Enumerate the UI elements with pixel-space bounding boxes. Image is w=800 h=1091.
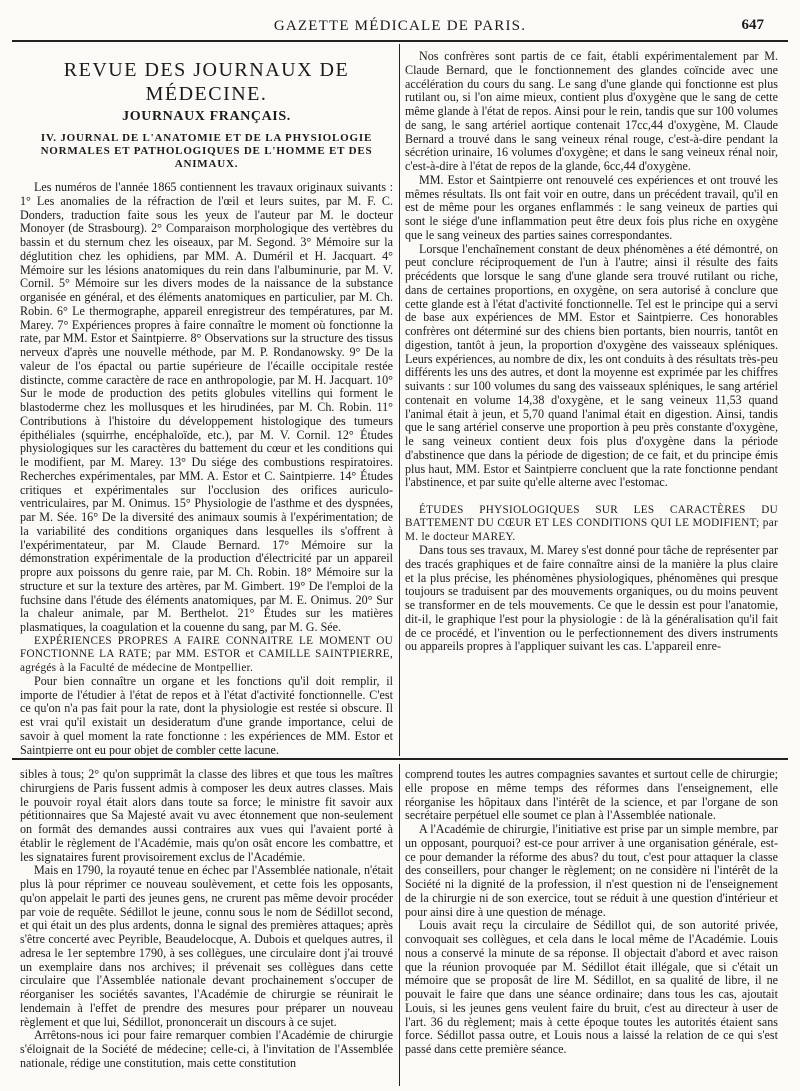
section-heading: IV. JOURNAL DE L'ANATOMIE ET DE LA PHYSIOLOGIE NORMALES ET PATHOLOGIQUES DE L'HOMME ET DES ANIMAUX. bbox=[40, 132, 373, 170]
article-paragraph: Pour bien connaître un organe et les fonctions qu'il doit remplir, il importe de l'étudier à l'état de repos et à l'état d'activité fonctionnelle. C'est ce qu'on n'a pas fait pour la rate, dont la physiologie est restée si obscure. Il est vrai qu'il existait un desideratum d'une grande importance, celui de savoir à quel moment la rate fonctionne : les expériences de MM. Estor et Saintpierre ont eu pour objet de combler cette lacune. bbox=[20, 673, 393, 756]
page-number: 647 bbox=[741, 17, 764, 33]
article-paragraph: MM. Estor et Saintpierre ont renouvelé ces expériences et ont trouvé les mêmes résultats. Ils ont fait voir en outre, dans un précédent travail, qu'il en est de même pour les organes enflammés : le sang veineux de parties qui sont le siége d'une inflammation peut être deux fois plus riche en oxygène que le sang veineux des parties saines correspondantes. bbox=[405, 172, 778, 242]
journal-title: GAZETTE MÉDICALE DE PARIS. bbox=[273, 18, 527, 34]
column-divider-top bbox=[399, 44, 400, 756]
article-paragraph: Nos confrères sont partis de ce fait, établi expérimentalement par M. Claude Bernard, que le fonctionnement des glandes coïncide avec une accélération du cours du sang. Le sang d'une glande qui fonctionne est plus rutilant ou, si l'on aime mieux, contient plus d'oxygène que le sang de cette même glande à l'état de repos. Ainsi pour le rein, tandis que sur 100 volumes de sang, le sang artériel aortique contenait 17cc,44 d'oxygène, M. Claude Bernard a trouvé dans le sang veineux rénal rouge, c'est-à-dire pendant la sécrétion urinaire, 16 volumes d'oxygène; et dans le sang veineux rénal noir, c'est-à-dire à l'état de repos de la glande, 6cc,44 d'oxygène. bbox=[405, 50, 778, 173]
feuilleton-rule bbox=[12, 758, 788, 760]
feuilleton-right-column bbox=[405, 768, 778, 1086]
column-divider-bottom bbox=[399, 764, 400, 1086]
feuilleton-paragraph: Louis avait reçu la circulaire de Sédillot qui, de son autorité privée, convoquait ses collègues, et cela dans le local même de l'Académie. Louis nous a conservé la minute de sa réponse. Il objectait d'abord et avec raison que la réunion provoquée par M. Sédillot était illégale, que si c'était un mémoire que se proposât de lire M. Sédillot, en sa qualité de libre, il ne pouvait le faire que dans une séance ordinaire; dans tous les cas, ajoutait Louis, si les jeunes gens veulent faire du bruit, c'est au directeur à user de l'art. 36 du règlement; mais à cette époque toutes les autorités étaient sans force. Sédillot passa outre, et Louis nous a laissé la relation de ce qui s'est passé dans cette première séance. bbox=[405, 918, 778, 1056]
article-paragraph: Dans tous ses travaux, M. Marey s'est donné pour tâche de représenter par des tracés graphiques et de faire connaître ainsi de la manière la plus claire et la plus précise, les phénomènes physiologiques, phénomènes qui presque toujours se traduisent par des mouvements organiques, ou du moins peuvent se transformer en de tels mouvements. Ce que le dessin est pour l'anatomie, dit-il, le graphique l'est pour la physiologie : de là la généralisation qu'il fait de ce procédé, et l'invention ou le perfectionnement des divers instruments ou appareils propres à l'appliquer suivant les cas. L'appareil enre- bbox=[405, 543, 778, 654]
article-heading-marey: ÉTUDES PHYSIOLOGIQUES SUR LES CARACTÈRES DU BATTEMENT DU CŒUR ET LES CONDITIONS QUI LE MODIFIENT; par M. le docteur MAREY. bbox=[405, 504, 778, 543]
feuilleton-paragraph: Mais en 1790, la royauté tenue en échec par l'Assemblée nationale, n'était plus là pour réprimer ce nouveau soulèvement, et cette fois les opposants, qu'on appelait le parti des jeunes gens, ne crurent pas même devoir procéder par voie de requête. Sédillot le jeune, connu sous le nom de Sédillot second, et qui était un des plus ardents, donna le signal des premières attaques; après s'être concerté avec Peyrible, Beaudelocque, A. Dubois et quelques autres, il adresa le 1er septembre 1790, à ses collègues, une circulaire dont j'ai trouvé un exemplaire dans nos archives; il prévenait ses collègues dans cette circulaire que l'Assemblée nationale devant prochainement s'occuper de réorganiser les sociétés savantes, l'Académie de chirurgie se réunirait le lendemain à l'effet de prendre des mesures pour préparer un nouveau règlement et que lui, Sédillot, prononcerait un discours à ce sujet. bbox=[20, 863, 393, 1029]
article-heading-rate: EXPÉRIENCES PROPRES A FAIRE CONNAITRE LE MOMENT OU FONCTIONNE LA RATE; par MM. ESTOR et CAMILLE SAINTPIERRE, agrégés à la Faculté de médecine de Montpellier. bbox=[20, 634, 393, 674]
feuilleton-paragraph: Arrêtons-nous ici pour faire remarquer combien l'Académie de chirurgie s'éloignait de la Société de médecine; celle-ci, à l'invitation de l'Assemblée nationale, rédige une constitution, mais cette constitution bbox=[20, 1028, 393, 1070]
review-title: REVUE DES JOURNAUX DE MÉDECINE. bbox=[63, 59, 350, 105]
feuilleton-left-column bbox=[20, 768, 393, 1086]
running-head bbox=[12, 16, 788, 38]
upper-left-column bbox=[20, 56, 393, 756]
review-subtitle: JOURNAUX FRANÇAIS. bbox=[122, 109, 291, 124]
feuilleton-paragraph: comprend toutes les autres compagnies savantes et surtout celle de chirurgie; elle propose en même temps des réformes dans l'enseignement, elle réorganise les hôpitaux dans l'intérêt de la science, et par l'organe de son secrétaire perpétuel elle soumet ce plan à l'Assemblée nationale. bbox=[405, 768, 778, 823]
feuilleton-paragraph: A l'Académie de chirurgie, l'initiative est prise par un simple membre, par un opposant, pourquoi? est-ce pour arriver à une organisation générale, est-ce pour demander la réforme des abus? du tout, c'est pour attaquer la classe des conseillers, pour changer le règlement; on ne considère ni l'intérêt de la Société ni la dignité de la profession, il n'est question ni de l'enseignement de la chirurgie ni de son exercice, tout se réduit à une question d'intérieur et pour ainsi dire à une question de ménage. bbox=[405, 822, 778, 919]
upper-right-column bbox=[405, 50, 778, 756]
top-rule bbox=[12, 40, 788, 42]
article-paragraph: Lorsque l'enchaînement constant de deux phénomènes a été démontré, on peut conclure réciproquement de l'un à l'autre; ainsi il résulte des faits précédents que lorsque le sang d'une glande sera trouvé rutilant ou riche, dans de certaines proportions, en oxygène, on sera autorisé à conclure que cette glande est à l'état d'activité fonctionnelle. Tel est le principe qui a servi de base aux expériences de MM. Estor et Saintpierre. Ces honorables confrères ont déterminé sur des chiens bien portants, bien nourris, tantôt en digestion, tantôt à jeun, la proportion d'oxygène des vaisseaux spléniques. Leurs expériences, au nombre de dix, les ont conduits à des résultats très-peu différents les uns des autres, et dont la moyenne est exprimée par les chiffres suivants : sur 100 volumes du sang des vaisseaux spléniques, le sang artériel contenait en volume 14,38 d'oxygène, et le sang veineux 11,53 quand l'animal était à jeun, et 5,70 quand l'animal était en digestion. Ainsi, tandis que le sang artériel conserve une proportion à peu près constante d'oxygène, le sang veineux contient deux fois plus d'oxygène dans la période d'abstinence que dans la période de digestion; de ce fait, et du principe émis plus haut, MM. Estor et Saintpierre concluent que la rate fonctionne pendant l'abstinence, et par suite qu'elle alterne avec l'estomac. bbox=[405, 241, 778, 490]
feuilleton-paragraph: sibles à tous; 2° qu'on supprimât la classe des libres et que tous les maîtres chirurgiens de Paris fussent admis à composer les deux autres classes. Mais le pouvoir royal était alors dans toute sa force; le ministre fit savoir aux pétitionnaires que Sa Majesté avait vu avec étonnement que non-seulement on formât des demandes aussi contraires aux vues qui l'avaient porté à établir le règlement de l'Académie, mais qu'on osât encore les combattre, et les signataires furent provisoirement exclus de l'Académie. bbox=[20, 768, 393, 864]
contents-paragraph: Les numéros de l'année 1865 contiennent les travaux originaux suivants : 1° Les anomalies de la réfraction de l'œil et leurs suites, par M. F. C. Donders, traduction faite sous les yeux de l'auteur par M. le docteur Monoyer (de Strasbourg). 2° Comparaison morphologique des vertèbres du bassin et du sternum chez les oiseaux, par M. Segond. 3° Mémoire sur la déglutition chez les ophidiens, par MM. A. Duméril et H. Jacquart. 4° Mémoire sur les lésions anatomiques du rein dans l'albuminurie, par M. V. Cornil. 5° Mémoire sur les divers modes de la naissance de la substance organisée en général, et des éléments anatomiques en particulier, par M. Ch. Robin. 6° Le thermographe, appareil enregistreur des températures, par M. Marey. 7° Expériences propres à faire connaître le moment où fonctionne la rate, par MM. Estor et Saintpierre. 8° Observations sur la structure des tissus nerveux d'après une nouvelle méthode, par M. P. Rondanowsky. 9° De la valeur de l'os épactal ou partie supérieure de l'écaille occipitale restée distincte, comme caractère de race en anthropologie, par M. H. Jacquart. 10° Sur le mode de production des petits globules vitellins qui forment le blastoderme chez les mollusques et les hirudinées, par M. Ch. Robin. 11° Contributions à l'histoire du développement histologique des tumeurs épithéliales (squirrhe, encéphaloïde, etc.), par M. V. Cornil. 12° Études physiologiques sur les caractères du battement du cœur et les conditions qui le modifient, par M. Marey. 13° Du siége des combustions respiratoires. Recherches expérimentales, par MM. A. Estor et C. Saintpierre. 14° Études critiques et expérimentales sur l'occlusion des orifices auriculo-ventriculaires, par M. Onimus. 15° Physiologie de l'asthme et des dyspnées, par M. Sée. 16° De la diversité des animaux soumis à l'expérimentation; de la variabilité des conditions organiques dans lesquelles ils s'offrent à l'expérimentateur, par M. Claude Bernard. 17° Mémoire sur la démonstration expérimentale de la production d'électricité par un appareil propre aux poissons du genre raie, par M. Ch. Robin. 18° Mémoire sur la structure et sur la texture des artères, par M. Gimbert. 19° De l'emploi de la fuchsine dans l'étude des éléments anatomiques, par M. E. Onimus. 20° Sur la chaleur animale, par M. Berthelot. 21° Études sur les matières plasmatiques, la coagulation et la couenne du sang, par M. G. Sée. bbox=[20, 180, 393, 634]
